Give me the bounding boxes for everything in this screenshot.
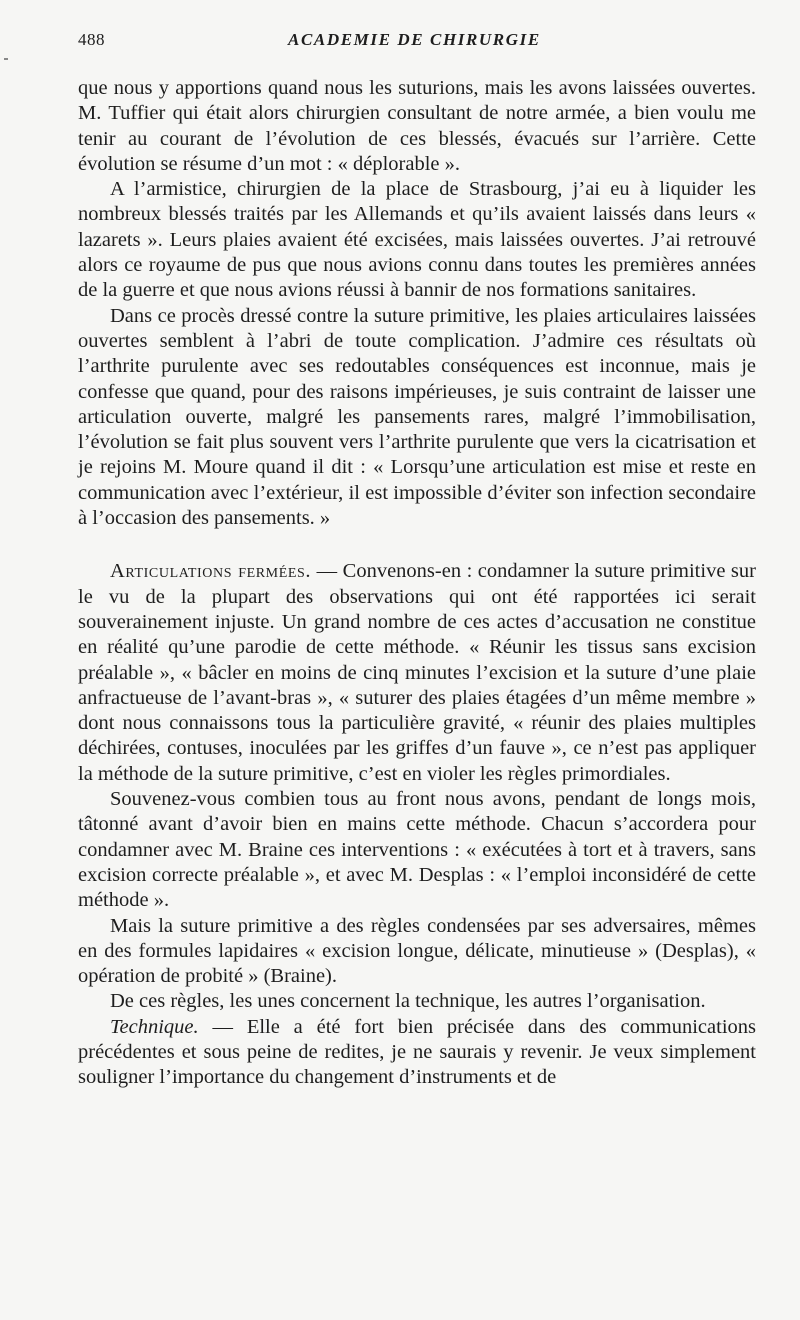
page-number: 488 bbox=[78, 30, 105, 49]
running-title: ACADEMIE DE CHIRURGIE bbox=[288, 30, 541, 49]
paragraph-3: Dans ce procès dressé contre la suture primitive, les plaies articulaires laissées ouvertes semblent à l’abri de toute complication. J’admire ces résultats où l’arthrite purulente avec ses redoutables conséquences est inconnue, mais je confesse que quand, pour des raisons impérieuses, je suis contraint de laisser une articulation ouverte, malgré les pansements rares, malgré l’immobilisation, l’évolution se fait plus souvent vers l’arthrite purulente que vers la cicatrisation et je rejoins M. Moure quand il dit : « Lorsqu’une articulation est mise et reste en communication avec l’extérieur, il est impossible d’éviter son infection secondaire à l’occasion des pansements. » bbox=[78, 304, 756, 530]
paragraph-technique-text: — Elle a été fort bien précisée dans des communications précédentes et sous peine de redites, je ne saurais y revenir. Je veux simplement souligner l’importance du changement d’instruments et de bbox=[78, 1015, 756, 1089]
paragraph-articulations-text: — Convenons-en : condamner la suture primitive sur le vu de la plupart des observations qui ont été rapportées ici serait souverainement injuste. Un grand nombre de ces actes d’accusation ne constitue en réalité qu’une parodie de cette méthode. « Réunir les tissus sans excision préalable », « bâcler en moins de cinq minutes l’excision et la suture d’une plaie anfractueuse de l’avant-bras », « suturer des plaies étagées d’un même membre » dont nous connaissons tous la particulière gravité, « réunir des plaies multiples déchirées, contuses, inoculées par les griffes d’un fauve », ce n’est pas appliquer la méthode de la suture primitive, c’est en violer les règles primordiales. bbox=[78, 560, 756, 785]
paragraph-technique bbox=[78, 1015, 756, 1091]
body-text bbox=[78, 76, 756, 1091]
running-head bbox=[78, 30, 754, 52]
section-heading-technique: Technique. bbox=[110, 1015, 199, 1038]
section-heading-articulations: Articulations fermées. bbox=[110, 560, 312, 583]
paragraph-2: A l’armistice, chirurgien de la place de Strasbourg, j’ai eu à liquider les nombreux blessés traités par les Allemands et qu’ils avaient laissés dans leurs « lazarets ». Leurs plaies avaient été excisées, mais laissées ouvertes. J’ai retrouvé alors ce royaume de pus que nous avions connu dans toutes les premières années de la guerre et que nous avions réussi à bannir de nos formations sanitaires. bbox=[78, 178, 756, 302]
paragraph-7: De ces règles, les unes concernent la technique, les autres l’organisation. bbox=[110, 990, 706, 1013]
paragraph-articulations bbox=[78, 559, 756, 787]
margin-mark bbox=[4, 58, 8, 60]
paragraph-5: Souvenez-vous combien tous au front nous avons, pendant de longs mois, tâtonné avant d’avoir bien en mains cette méthode. Chacun s’accordera pour condamner avec M. Braine ces interventions : « exécutées à tort et à travers, sans excision correcte préalable », et avec M. Desplas : « l’emploi inconsidéré de cette méthode ». bbox=[78, 788, 756, 912]
paragraph-6: Mais la suture primitive a des règles condensées par ses adversaires, mêmes en des formules lapidaires « excision longue, délicate, minutieuse » (Desplas), « opération de probité » (Braine). bbox=[78, 914, 756, 988]
paragraph-1: que nous y apportions quand nous les suturions, mais les avons laissées ouvertes. M. Tuffier qui était alors chirurgien consultant de notre armée, a bien voulu me tenir au courant de l’évolution de ces blessés, évacués sur l’arrière. Cette évolution se résume d’un mot : « déplorable ». bbox=[78, 77, 756, 175]
